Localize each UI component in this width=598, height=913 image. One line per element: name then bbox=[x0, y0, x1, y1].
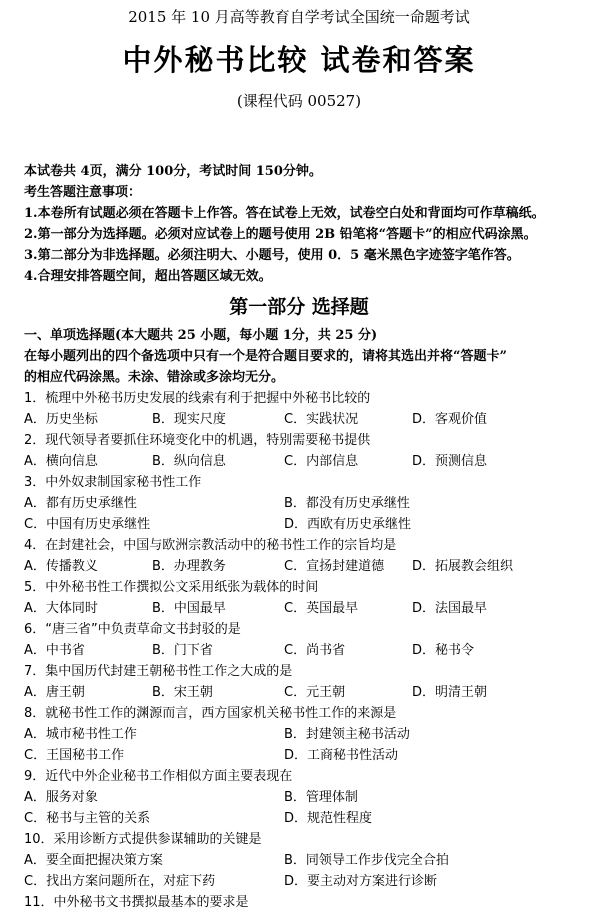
option-b: B．都没有历史承继性 bbox=[284, 496, 410, 511]
option-c: C．尚书省 bbox=[284, 643, 346, 658]
question-list bbox=[24, 388, 594, 913]
note-line: 1.本卷所有试题必须在答题卡上作答。答在试卷上无效，试卷空白处和背面均可作草稿纸。 bbox=[24, 206, 545, 221]
option-b: B．封建领主秘书活动 bbox=[284, 727, 410, 742]
option-b: B．中国最早 bbox=[152, 601, 226, 616]
option-b: B．纵向信息 bbox=[152, 454, 226, 469]
option-d: D．要主动对方案进行诊断 bbox=[284, 874, 438, 889]
exam-title: 中外秘书比较 试卷和答案 bbox=[122, 43, 476, 77]
option-row bbox=[24, 493, 594, 514]
section-header bbox=[24, 325, 594, 388]
option-c: C．宣扬封建道德 bbox=[284, 559, 385, 574]
note-line: 本试卷共 4页，满分 100分，考试时间 150分钟。 bbox=[24, 164, 322, 179]
option-d: D．法国最早 bbox=[412, 601, 488, 616]
section-instruction: 的相应代码涂黑。未涂、错涂或多涂均无分。 bbox=[24, 370, 285, 385]
option-c: C．实践状况 bbox=[284, 412, 359, 427]
question-stem: 5．中外秘书性工作撰拟公文采用纸张为载体的时间 bbox=[24, 580, 319, 595]
option-d: D．拓展教会组织 bbox=[412, 559, 514, 574]
option-a: A．城市秘书性工作 bbox=[24, 727, 137, 742]
option-c: C．中国有历史承继性 bbox=[24, 517, 151, 532]
question-stem: 1．梳理中外秘书历史发展的线索有利于把握中外秘书比较的 bbox=[24, 391, 371, 406]
option-row bbox=[24, 871, 594, 892]
option-row bbox=[24, 724, 594, 745]
option-a: A．大体同时 bbox=[24, 601, 98, 616]
part-title: 第一部分 选择题 bbox=[229, 296, 369, 318]
course-code: (课程代码 00527) bbox=[236, 92, 362, 110]
note-line: 4.合理安排答题空间，超出答题区域无效。 bbox=[24, 269, 272, 284]
option-b: B．宋王朝 bbox=[152, 685, 213, 700]
option-row bbox=[24, 556, 594, 577]
note-line: 考生答题注意事项： bbox=[24, 185, 142, 200]
option-a: A．服务对象 bbox=[24, 790, 98, 805]
question-stem: 8．就秘书性工作的渊源而言，西方国家机关秘书性工作的来源是 bbox=[24, 706, 397, 721]
option-d: D．明清王朝 bbox=[412, 685, 488, 700]
option-d: D．工商秘书性活动 bbox=[284, 748, 399, 763]
option-c: C．找出方案问题所在，对症下药 bbox=[24, 874, 216, 889]
option-b: B．现实尺度 bbox=[152, 412, 226, 427]
option-row bbox=[24, 451, 594, 472]
question-stem: 4．在封建社会，中国与欧洲宗教活动中的秘书性工作的宗旨均是 bbox=[24, 538, 397, 553]
option-b: B．办理教务 bbox=[152, 559, 226, 574]
question-stem: 10．采用诊断方式提供参谋辅助的关键是 bbox=[24, 832, 262, 847]
option-a: A．横向信息 bbox=[24, 454, 98, 469]
option-d: D．秘书令 bbox=[412, 643, 475, 658]
option-d: D．规范性程度 bbox=[284, 811, 373, 826]
option-row bbox=[24, 514, 594, 535]
option-row bbox=[24, 850, 594, 871]
option-row bbox=[24, 808, 594, 829]
exam-notes bbox=[24, 161, 594, 287]
option-a: A．历史坐标 bbox=[24, 412, 98, 427]
note-line: 2.第一部分为选择题。必须对应试卷上的题号使用 2B 铅笔将“答题卡”的相应代码涂黑。 bbox=[24, 227, 537, 242]
option-a: A．都有历史承继性 bbox=[24, 496, 137, 511]
question-stem: 9．近代中外企业秘书工作相似方面主要表现在 bbox=[24, 769, 293, 784]
option-a: A．唐王朝 bbox=[24, 685, 85, 700]
option-b: B．同领导工作步伐完全合拍 bbox=[284, 853, 449, 868]
option-row bbox=[24, 745, 594, 766]
option-d: D．客观价值 bbox=[412, 412, 488, 427]
option-row bbox=[24, 682, 594, 703]
option-c: C．内部信息 bbox=[284, 454, 359, 469]
question-stem: 7．集中国历代封建王朝秘书性工作之大成的是 bbox=[24, 664, 293, 679]
option-c: C．元王朝 bbox=[284, 685, 346, 700]
question-stem: 11．中外秘书文书撰拟最基本的要求是 bbox=[24, 895, 249, 910]
section-instruction: 在每小题列出的四个备选项中只有一个是符合题目要求的，请将其选出并将“答题卡” bbox=[24, 349, 507, 364]
question-stem: 2．现代领导者要抓住环境变化中的机遇，特别需要秘书提供 bbox=[24, 433, 371, 448]
option-c: C．秘书与主管的关系 bbox=[24, 811, 151, 826]
note-line: 3.第二部分为非选择题。必须注明大、小题号，使用 0．5 毫米黑色字迹签字笔作答。 bbox=[24, 248, 520, 263]
option-c: C．王国秘书工作 bbox=[24, 748, 125, 763]
option-d: D．西欧有历史承继性 bbox=[284, 517, 412, 532]
option-c: C．英国最早 bbox=[284, 601, 359, 616]
option-row bbox=[24, 409, 594, 430]
option-b: B．管理体制 bbox=[284, 790, 358, 805]
option-row bbox=[24, 787, 594, 808]
option-b: B．门下省 bbox=[152, 643, 213, 658]
question-stem: 6．“唐三省”中负责草命文书封驳的是 bbox=[24, 622, 241, 637]
option-row bbox=[24, 598, 594, 619]
question-stem: 3．中外奴隶制国家秘书性工作 bbox=[24, 475, 202, 490]
option-a: A．传播教义 bbox=[24, 559, 98, 574]
section-heading: 一、单项选择题(本大题共 25 小题，每小题 1分，共 25 分) bbox=[24, 328, 378, 343]
option-row bbox=[24, 640, 594, 661]
option-a: A．要全面把握决策方案 bbox=[24, 853, 163, 868]
option-a: A．中书省 bbox=[24, 643, 85, 658]
exam-header-line: 2015 年 10 月高等教育自学考试全国统一命题考试 bbox=[128, 8, 470, 26]
option-d: D．预测信息 bbox=[412, 454, 488, 469]
